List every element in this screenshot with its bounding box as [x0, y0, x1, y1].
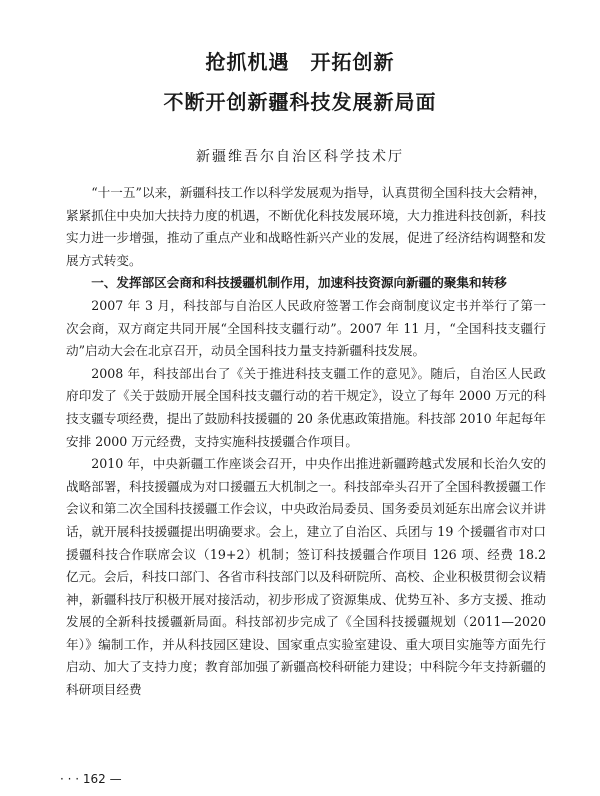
- paragraph-2008: 2008 年，科技部出台了《关于推进科技支疆工作的意见》。随后，自治区人民政府印发了《关于鼓励开展全国科技支疆行动的若干规定》，设立了每年 2000 万元的科技支疆专项经费，提出了鼓励科技援疆的 20 条优惠政策措施。科技部 2010 年起每年安排 2000 万元经费，支持实施科技援疆合作项目。: [66, 365, 546, 449]
- title-line-2: 不断开创新疆科技发展新局面: [163, 90, 437, 114]
- paragraph-2007: 2007 年 3 月，科技部与自治区人民政府签署工作会商制度议定书并举行了第一次会商，双方商定共同开展“全国科技支疆行动”。2007 年 11 月，“全国科技支疆行动”启动大会在北京召开，动员全国科技力量支持新疆科技发展。: [66, 297, 546, 359]
- section-heading: 一、发挥部区会商和科技援疆机制作用，加速科技资源向新疆的聚集和转移: [91, 275, 507, 291]
- author-line: 新疆维吾尔自治区科学技术厅: [196, 149, 404, 165]
- article-body: [66, 182, 546, 702]
- title-line-1: 抢抓机遇 开拓创新: [205, 50, 395, 74]
- paragraph-2010: 2010 年，中央新疆工作座谈会召开，中央作出推进新疆跨越式发展和长治久安的战略部署，科技援疆成为对口援疆五大机制之一。科技部牵头召开了全国科教援疆工作会议和第二次全国科技援疆工作会议，中央政治局委员、国务委员刘延东出席会议并讲话，就开展科技援疆提出明确要求。会上，建立了自治区、兵团与 19 个援疆省市对口援疆科技合作联席会议（19+2）机制；签订科技援疆合作项目 126 项、经费 18.2 亿元。会后，科技口部门、各省市科技部门以及科研院所、高校、企业积极贯彻会议精神，新疆科技厅积极开展对接活动，初步形成了资源集成、优势互补、多方支援、推动发展的全新科技援疆新局面。科技部初步完成了《全国科技援疆规划（2011—2020 年）》编制工作，并从科技园区建设、国家重点实验室建设、重大项目实施等方面先行启动、加大了支持力度；教育部加强了新疆高校科研能力建设；中科院今年支持新疆的科研项目经费: [66, 456, 546, 698]
- paragraph-intro: “十一五”以来，新疆科技工作以科学发展观为指导，认真贯彻全国科技大会精神，紧紧抓住中央加大扶持力度的机遇，不断优化科技发展环境，大力推进科技创新，科技实力进一步增强，推动了重点产业和战略性新兴产业的发展，促进了经济结构调整和发展方式转变。: [66, 185, 546, 268]
- page-number: · · · 162 —: [60, 772, 122, 786]
